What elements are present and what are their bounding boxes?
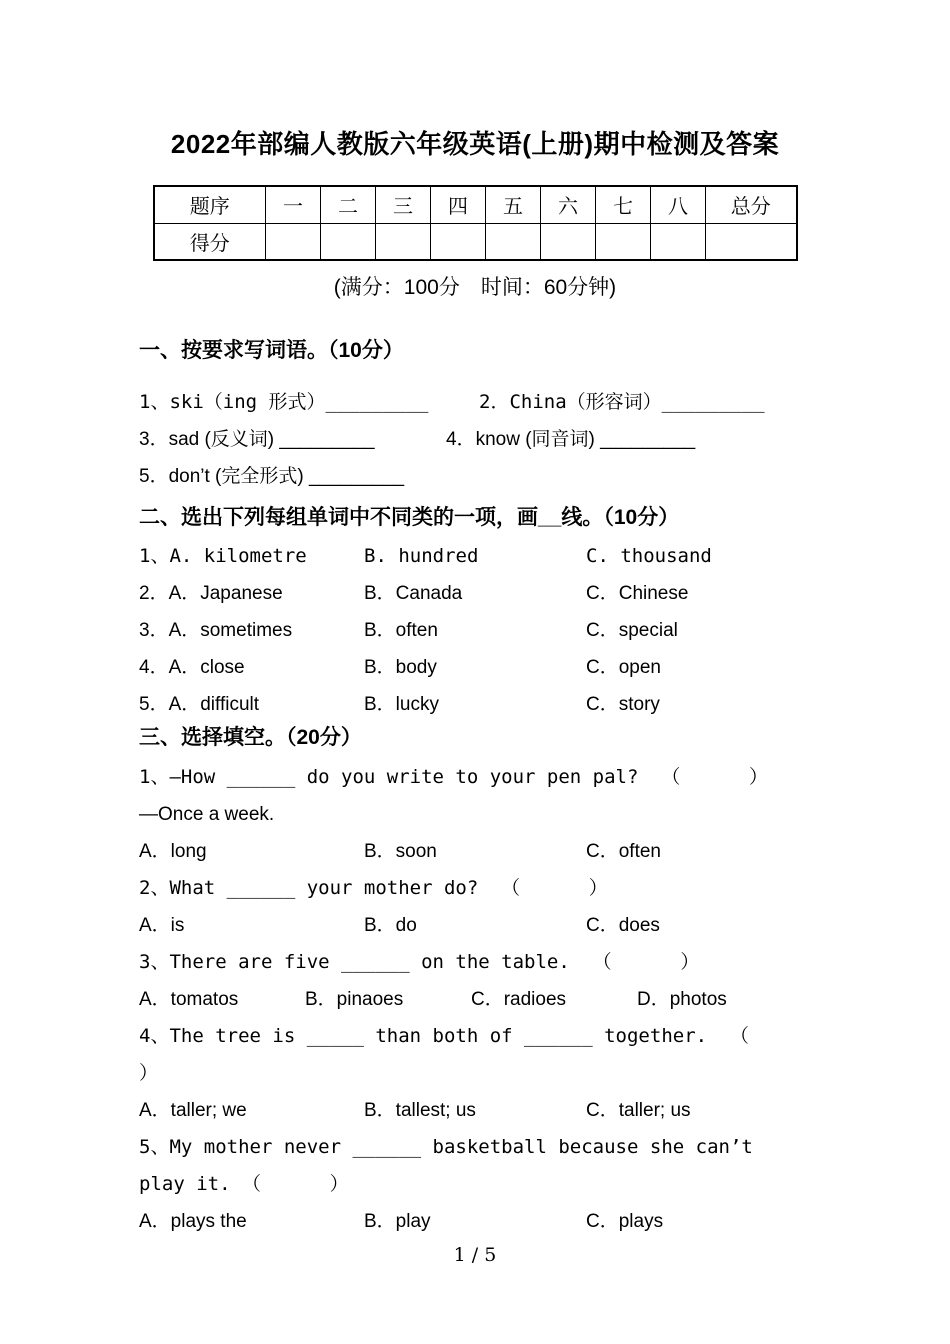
option-b: B．lucky — [364, 694, 439, 715]
question-item: 3．sad (反义词) _________ — [139, 429, 375, 450]
section3-heading: 三、选择填空。（20分） — [139, 726, 362, 749]
score-table-header-cell: 总分 — [706, 186, 797, 223]
score-table-cell — [321, 223, 376, 260]
question-stem: 5、My mother never ______ basketball because she can’t — [139, 1136, 753, 1158]
option-row — [139, 686, 811, 723]
option-b: B．often — [364, 620, 438, 641]
score-table-header-cell: 一 — [266, 186, 321, 223]
option-b: B. hundred — [364, 545, 479, 567]
option-a: 4．A．close — [139, 657, 245, 678]
score-table-header-cell: 题序 — [154, 186, 266, 223]
page-number: 1 / 5 — [453, 1244, 497, 1266]
score-table-header-cell: 五 — [486, 186, 541, 223]
option-b: B．Canada — [364, 583, 463, 604]
score-table-header-row — [154, 186, 797, 223]
score-table-header-cell: 八 — [651, 186, 706, 223]
score-table-cell — [431, 223, 486, 260]
option-row — [139, 1203, 811, 1240]
option-row — [139, 907, 811, 944]
section2-items — [139, 538, 811, 723]
section1-items — [139, 384, 811, 495]
score-table-cell — [376, 223, 431, 260]
option-row — [139, 981, 811, 1018]
question-item: 5．don’t (完全形式) _________ — [139, 466, 405, 487]
option-a: A．is — [139, 915, 185, 936]
option-a: 2．A．Japanese — [139, 583, 283, 604]
question-item: 4．know (同音词) _________ — [446, 429, 696, 450]
option-c: C．radioes — [471, 989, 567, 1010]
question-stem-continued: ） — [139, 1062, 159, 1084]
option-row — [139, 1092, 811, 1129]
page-title: 2022年部编人教版六年级英语(上册)期中检测及答案 — [170, 129, 780, 159]
question-line — [139, 421, 811, 458]
option-c: C．does — [586, 915, 660, 936]
option-c: C．special — [586, 620, 678, 641]
question-line — [139, 458, 811, 495]
score-table-header-cell: 四 — [431, 186, 486, 223]
option-b: B．play — [364, 1211, 431, 1232]
score-table-cell — [596, 223, 651, 260]
question-stem: 4、The tree is _____ than both of ______ together. （ — [139, 1025, 749, 1047]
question-stem-continued: —Once a week. — [139, 804, 275, 825]
option-a: A．tomatos — [139, 989, 239, 1010]
option-a: 1、A. kilometre — [139, 545, 307, 567]
score-table-cell — [486, 223, 541, 260]
option-c: C．open — [586, 657, 661, 678]
option-b: B．body — [364, 657, 437, 678]
score-table-cell — [706, 223, 797, 260]
question-stem: 1、—How ______ do you write to your pen pal? （ ） — [139, 766, 768, 788]
score-table-cell — [266, 223, 321, 260]
section1-heading: 一、按要求写词语。（10分） — [139, 339, 404, 362]
option-a: A．taller; we — [139, 1100, 247, 1121]
option-b: B．do — [364, 915, 417, 936]
exam-info-line: (满分：100分 时间：60分钟) — [333, 276, 617, 299]
option-a: A．long — [139, 841, 207, 862]
option-d: D．photos — [637, 989, 727, 1010]
option-row — [139, 833, 811, 870]
option-b: B．tallest; us — [364, 1100, 476, 1121]
score-table-header-cell: 二 — [321, 186, 376, 223]
option-c: C. thousand — [586, 545, 712, 567]
option-c: C．taller; us — [586, 1100, 691, 1121]
score-table-cell: 得分 — [154, 223, 266, 260]
section2-heading: 二、选出下列每组单词中不同类的一项，画__线。（10分） — [139, 506, 680, 529]
score-table-cell — [651, 223, 706, 260]
option-a: 3．A．sometimes — [139, 620, 293, 641]
option-row — [139, 538, 811, 575]
option-c: C．story — [586, 694, 660, 715]
score-table-header-cell: 三 — [376, 186, 431, 223]
option-b: B．pinaoes — [305, 989, 404, 1010]
option-row — [139, 612, 811, 649]
score-table — [153, 185, 798, 261]
option-row — [139, 649, 811, 686]
option-a: 5．A．difficult — [139, 694, 260, 715]
option-c: C．often — [586, 841, 661, 862]
option-c: C．Chinese — [586, 583, 689, 604]
option-row — [139, 575, 811, 612]
question-stem: 3、There are five ______ on the table. （ ） — [139, 951, 700, 973]
score-table-header-cell: 七 — [596, 186, 651, 223]
question-stem: 2、What ______ your mother do? （ ） — [139, 877, 608, 899]
option-b: B．soon — [364, 841, 437, 862]
section3-items — [139, 759, 811, 1240]
question-item: 1、ski（ing 形式）_________ — [139, 391, 429, 413]
option-a: A．plays the — [139, 1211, 247, 1232]
question-item: 2．China（形容词）_________ — [479, 391, 765, 413]
option-c: C．plays — [586, 1211, 664, 1232]
exam-body — [0, 337, 950, 1240]
question-line — [139, 384, 811, 421]
question-stem-continued: play it. （ ） — [139, 1173, 349, 1195]
score-table-header-cell: 六 — [541, 186, 596, 223]
score-table-cell — [541, 223, 596, 260]
score-table-score-row — [154, 223, 797, 260]
